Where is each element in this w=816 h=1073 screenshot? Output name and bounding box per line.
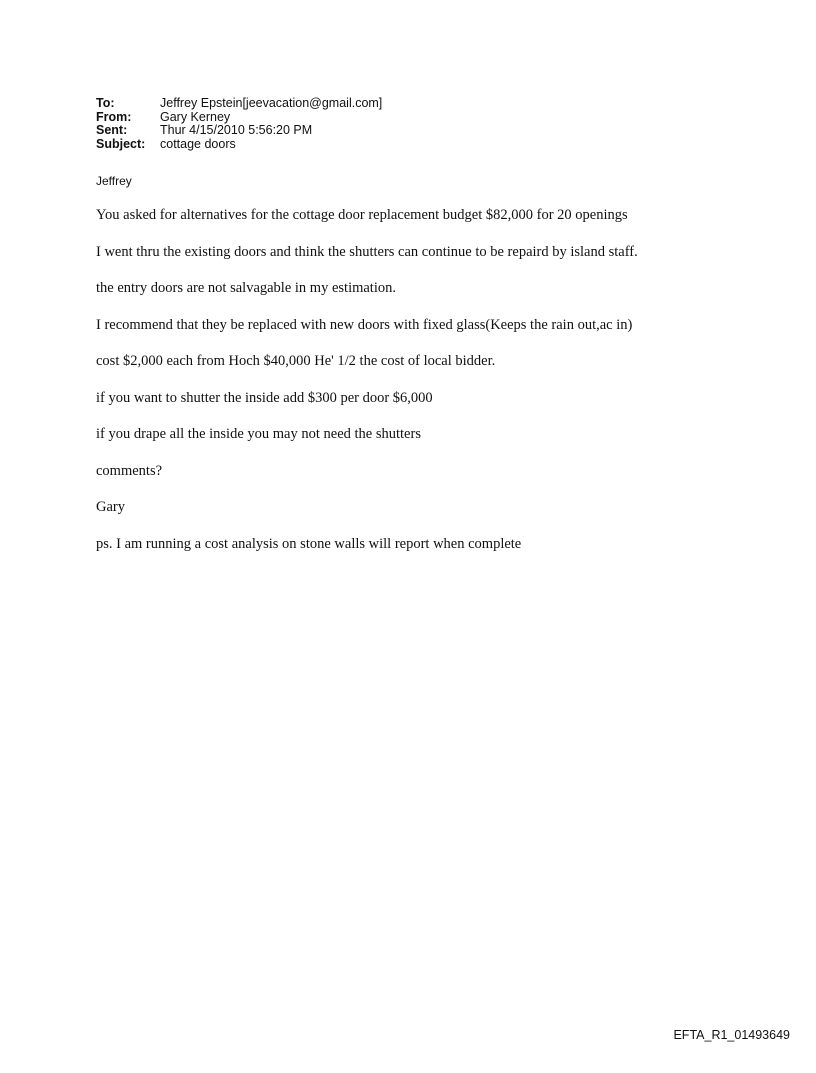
body-paragraph: I went thru the existing doors and think the shutters can continue to be repaird by island staff. — [96, 243, 638, 260]
to-value: Jeffrey Epstein[jeevacation@gmail.com] — [160, 96, 383, 110]
subject-value: cottage doors — [160, 136, 236, 151]
signature: Gary — [96, 499, 125, 515]
greeting: Jeffrey — [96, 174, 132, 188]
body-paragraph: the entry doors are not salvagable in my estimation. — [96, 280, 396, 296]
to-label: To: — [96, 96, 115, 110]
header-row-subject — [96, 138, 382, 152]
header-row-sent — [96, 124, 382, 138]
email-body — [96, 206, 638, 571]
document-id: EFTA_R1_01493649 — [673, 1028, 790, 1042]
body-paragraph: You asked for alternatives for the cottage door replacement budget $82,000 for 20 openings — [96, 207, 628, 223]
body-paragraph: I recommend that they be replaced with new doors with fixed glass(Keeps the rain out,ac in) — [96, 316, 633, 333]
body-paragraph: cost $2,000 each from Hoch $40,000 He' 1/2 the cost of local bidder. — [96, 353, 496, 369]
from-value: Gary Kerney — [160, 109, 231, 124]
body-paragraph: if you drape all the inside you may not need the shutters — [96, 426, 421, 442]
subject-label: Subject: — [96, 136, 146, 151]
body-paragraph: comments? — [96, 462, 163, 479]
email-header — [96, 97, 382, 151]
header-row-to — [96, 97, 382, 111]
body-paragraph: if you want to shutter the inside add $300 per door $6,000 — [96, 389, 433, 406]
postscript: ps. I am running a cost analysis on stone walls will report when complete — [96, 535, 522, 552]
sent-label: Sent: — [96, 123, 128, 137]
sent-value: Thur 4/15/2010 5:56:20 PM — [160, 123, 313, 137]
header-row-from — [96, 111, 382, 125]
from-label: From: — [96, 109, 132, 124]
